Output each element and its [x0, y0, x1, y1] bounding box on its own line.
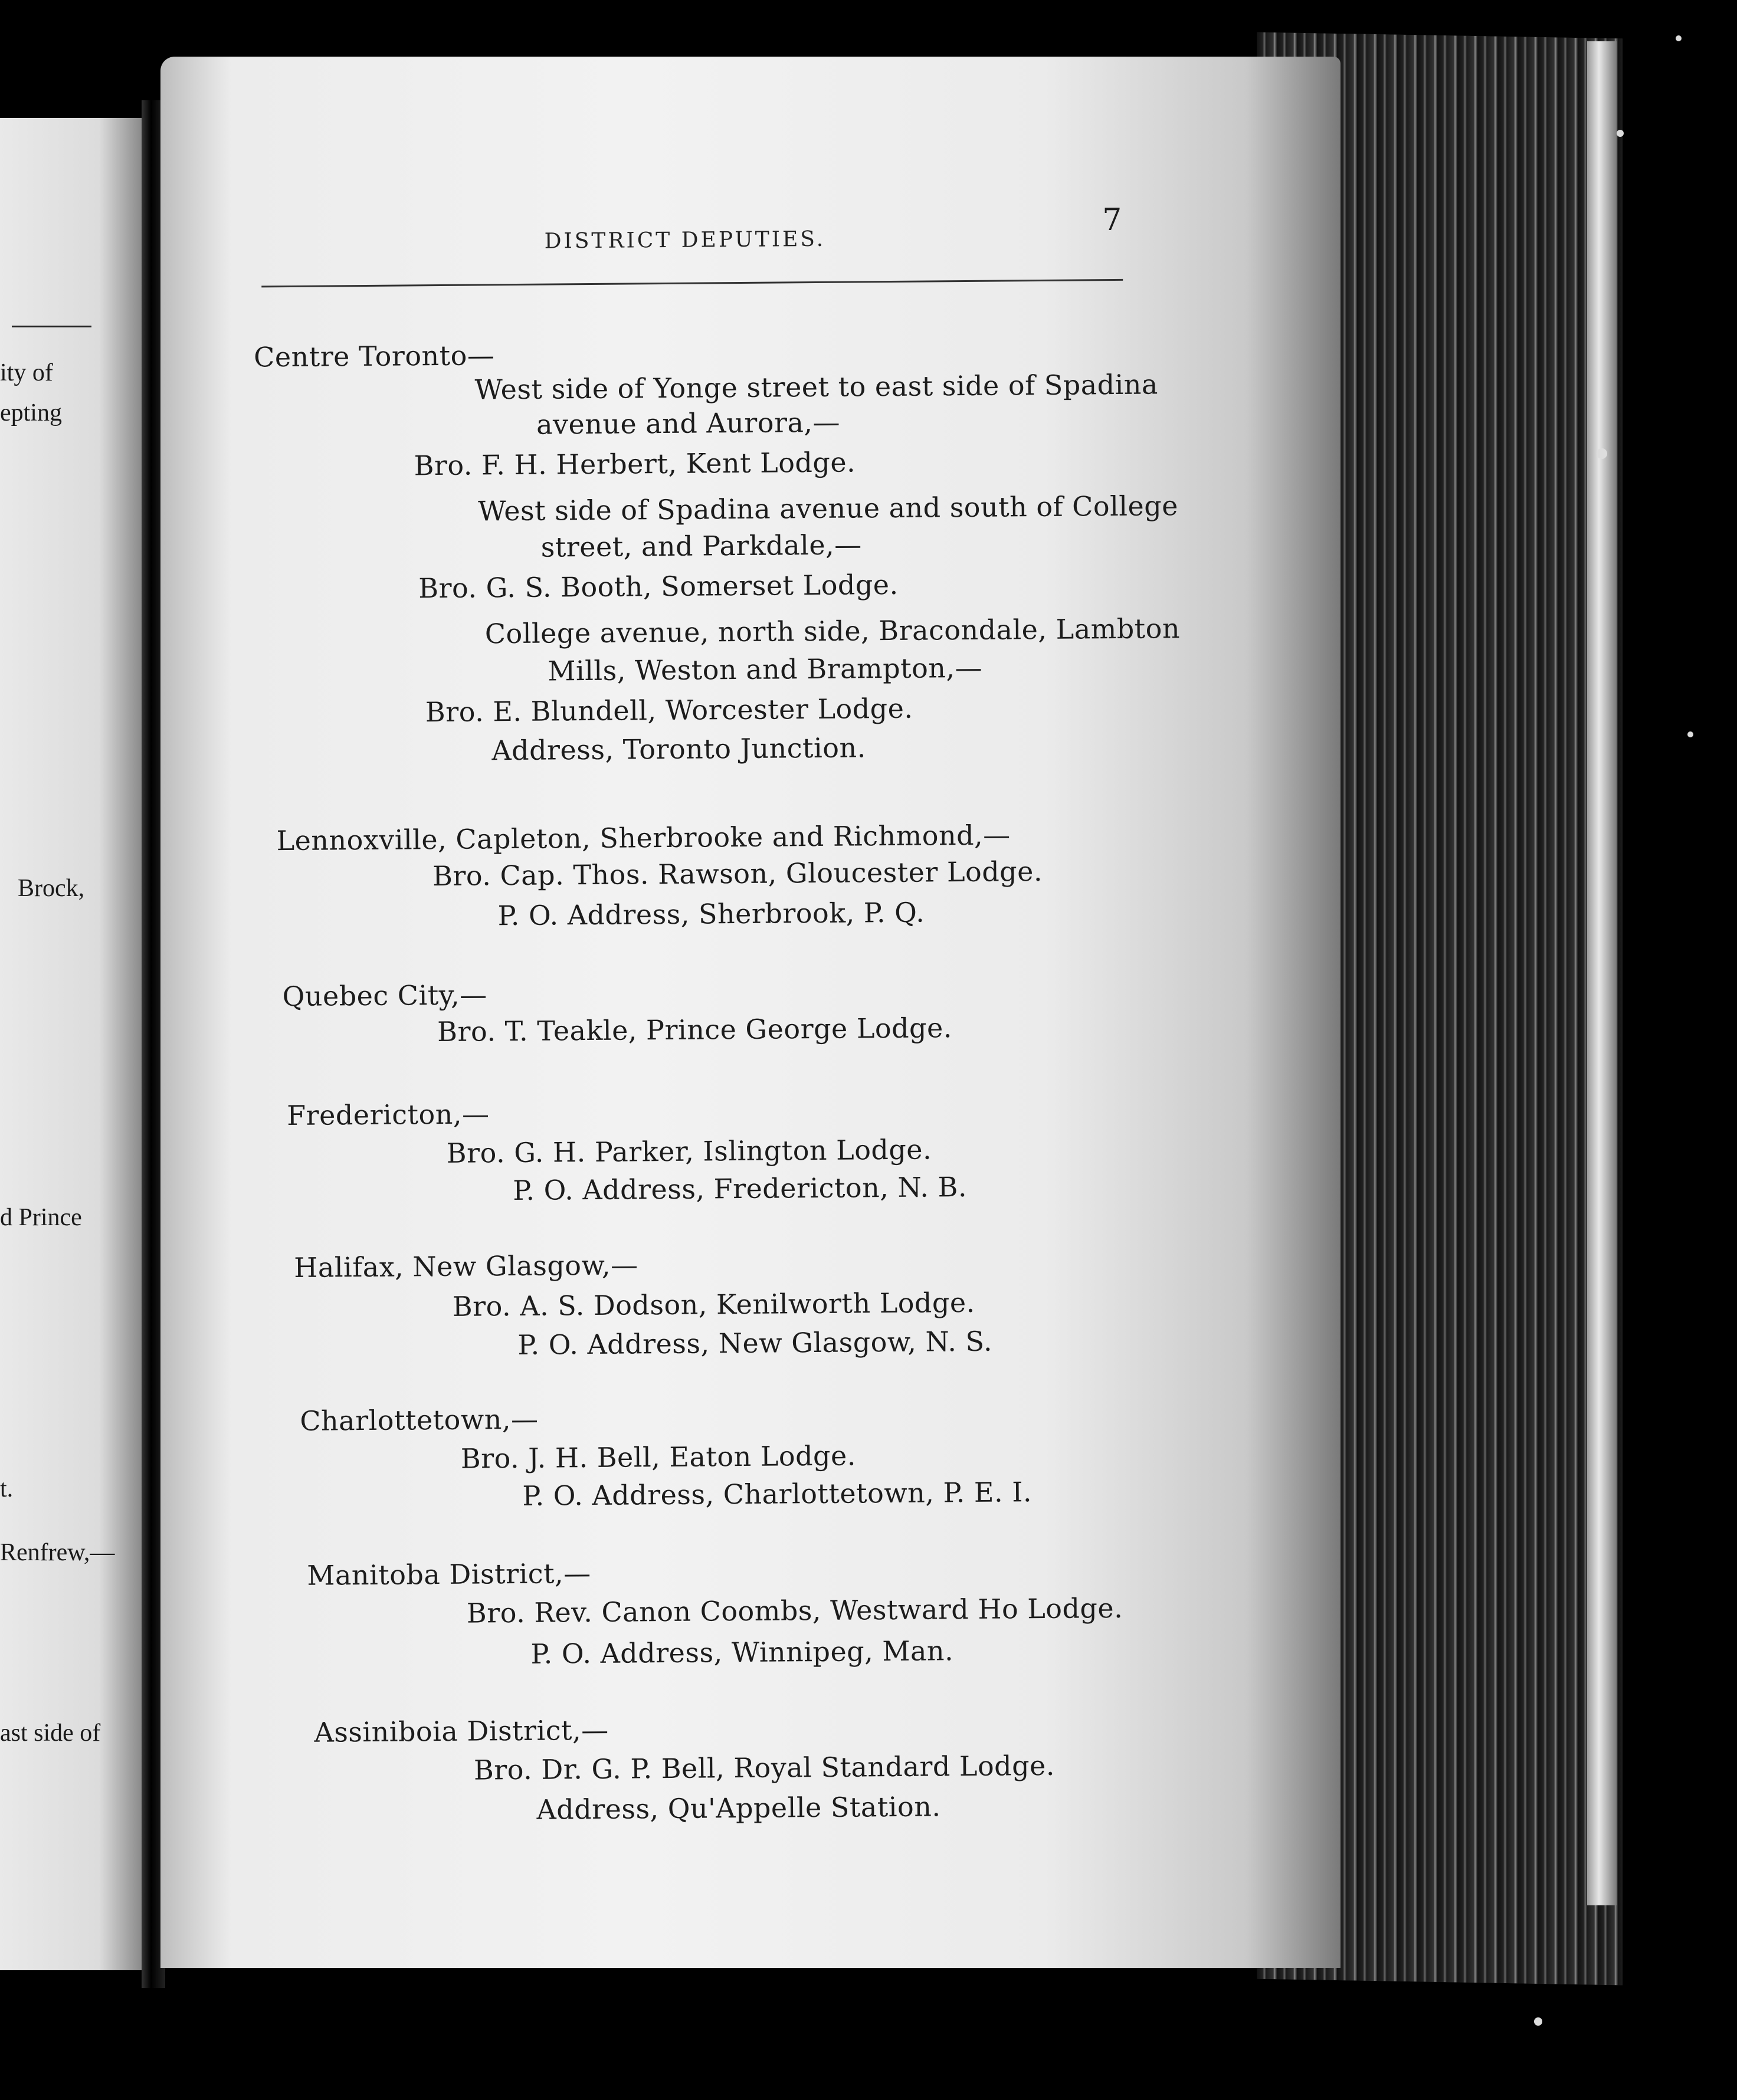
- district-heading: Quebec City,—: [282, 979, 487, 1013]
- entry-line: avenue and Aurora,—: [536, 406, 841, 441]
- entry-line: West side of Yonge street to east side of Spadina: [474, 368, 1159, 406]
- entry-line: P. O. Address, Charlottetown, P. E. I.: [522, 1476, 1033, 1512]
- page-number: 7: [1102, 202, 1122, 238]
- entry-line: Bro. T. Teakle, Prince George Lodge.: [437, 1012, 953, 1048]
- left-fragment: ity of: [0, 359, 53, 386]
- district-heading: Manitoba District,—: [307, 1557, 591, 1592]
- entry-line: P. O. Address, New Glasgow, N. S.: [517, 1325, 993, 1361]
- entry-line: P. O. Address, Sherbrook, P. Q.: [497, 896, 925, 932]
- entry-line: Address, Qu'Appelle Station.: [536, 1790, 941, 1826]
- header-rule: [261, 279, 1123, 287]
- dust-speck: [1534, 2017, 1542, 2026]
- left-fragment: ast side of: [0, 1720, 101, 1747]
- left-fragment: Renfrew,—: [0, 1539, 115, 1566]
- entry-line: College avenue, north side, Bracondale, Lambton: [484, 612, 1181, 650]
- entry-line: Bro. F. H. Herbert, Kent Lodge.: [414, 446, 856, 482]
- left-fragment: t.: [0, 1475, 14, 1502]
- district-heading: Lennoxville, Capleton, Sherbrooke and Richmond,—: [276, 819, 1011, 857]
- entry-line: street, and Parkdale,—: [540, 529, 862, 563]
- running-title: DISTRICT DEPUTIES.: [544, 227, 826, 254]
- dust-speck: [1597, 448, 1607, 459]
- entry-line: Bro. G. H. Parker, Islington Lodge.: [446, 1133, 932, 1169]
- entry-line: Bro. G. S. Booth, Somerset Lodge.: [418, 568, 899, 605]
- district-heading: Fredericton,—: [287, 1098, 490, 1132]
- entry-line: Bro. Dr. G. P. Bell, Royal Standard Lodge.: [473, 1749, 1056, 1786]
- district-heading: Centre Toronto—: [253, 339, 495, 373]
- left-fragment: d Prince: [0, 1204, 82, 1231]
- entry-line: P. O. Address, Fredericton, N. B.: [513, 1170, 968, 1207]
- left-fragment: Brock,: [18, 875, 85, 902]
- dust-speck: [1617, 130, 1624, 137]
- district-heading: Halifax, New Glasgow,—: [294, 1249, 638, 1284]
- left-fragment: epting: [0, 399, 62, 426]
- entry-line: West side of Spadina avenue and south of College: [478, 490, 1179, 527]
- entry-line: Bro. A. S. Dodson, Kenilworth Lodge.: [452, 1286, 975, 1323]
- entry-line: Bro. J. H. Bell, Eaton Lodge.: [460, 1439, 857, 1475]
- entry-line: Mills, Weston and Brampton,—: [548, 651, 983, 687]
- dust-speck: [1687, 731, 1693, 737]
- entry-line: Address, Toronto Junction.: [491, 731, 866, 767]
- district-heading: Charlottetown,—: [300, 1403, 539, 1437]
- entry-line: Bro. Cap. Thos. Rawson, Gloucester Lodge.: [432, 855, 1043, 892]
- entry-line: Bro. Rev. Canon Coombs, Westward Ho Lodge.: [466, 1592, 1123, 1629]
- dust-speck: [1676, 35, 1682, 41]
- district-heading: Assiniboia District,—: [314, 1714, 609, 1748]
- entry-line: P. O. Address, Winnipeg, Man.: [530, 1635, 954, 1670]
- entry-line: Bro. E. Blundell, Worcester Lodge.: [425, 692, 913, 729]
